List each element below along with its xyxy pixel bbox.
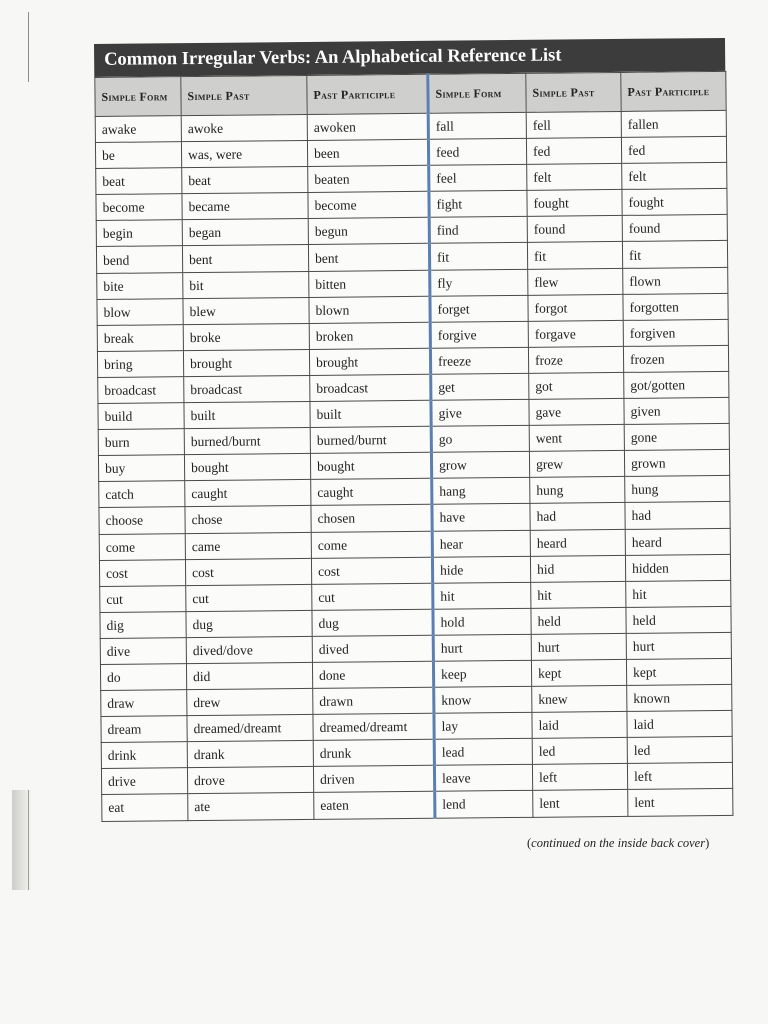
cell-simple-past-2: hurt — [531, 633, 626, 660]
cell-simple-form-2: feed — [428, 138, 526, 165]
cell-past-participle-2: hit — [626, 580, 731, 607]
cell-past-participle: come — [311, 531, 432, 558]
cell-simple-past-2: hid — [530, 555, 625, 582]
header-row — [95, 71, 726, 116]
cell-simple-past-2: froze — [528, 346, 623, 373]
cell-simple-past: cost — [185, 558, 311, 585]
cell-simple-past: caught — [185, 480, 311, 507]
scan-shadow — [12, 790, 32, 890]
cell-simple-form-2: go — [431, 425, 529, 452]
cell-simple-form-2: fight — [429, 191, 527, 218]
cell-simple-form: beat — [96, 168, 182, 195]
cell-past-participle: awoken — [307, 113, 428, 140]
cell-simple-form: dig — [100, 611, 186, 638]
verb-reference-sheet — [94, 38, 732, 822]
cell-simple-form-2: hear — [432, 530, 530, 557]
cell-past-participle: cost — [311, 557, 432, 584]
cell-simple-form-2: get — [431, 373, 529, 400]
continuation-note: (continued on the inside back cover) — [527, 836, 710, 850]
cell-simple-form: cut — [100, 585, 186, 612]
cell-past-participle: bitten — [309, 270, 430, 297]
cell-simple-form: eat — [102, 794, 188, 821]
cell-past-participle-2: left — [627, 763, 732, 790]
cell-simple-form: bring — [97, 350, 183, 377]
cell-simple-past: became — [182, 193, 308, 220]
cell-past-participle: drunk — [313, 740, 434, 767]
irregular-verbs-table — [94, 71, 733, 822]
cell-simple-form-2: hang — [432, 478, 530, 505]
cell-simple-past-2: laid — [532, 712, 627, 739]
cell-simple-form-2: find — [429, 217, 527, 244]
cell-simple-form: begin — [96, 220, 182, 247]
cell-past-participle: eaten — [314, 792, 435, 819]
cell-simple-past-2: forgave — [528, 320, 623, 347]
cell-simple-past-2: knew — [532, 685, 627, 712]
cell-simple-past: awoke — [181, 114, 307, 141]
cell-past-participle: been — [307, 139, 428, 166]
cell-past-participle: drawn — [313, 687, 434, 714]
cell-simple-form: bite — [97, 272, 183, 299]
cell-past-participle-2: felt — [622, 163, 727, 190]
cell-past-participle: cut — [312, 583, 433, 610]
cell-simple-form: draw — [101, 690, 187, 717]
cell-simple-past: broke — [183, 323, 309, 350]
cell-past-participle: blown — [309, 296, 430, 323]
cell-simple-past-2: went — [529, 425, 624, 452]
cell-past-participle-2: heard — [625, 528, 730, 555]
cell-past-participle-2: fought — [622, 189, 727, 216]
table-header — [95, 71, 726, 116]
cell-simple-past-2: heard — [530, 529, 625, 556]
cell-past-participle: dived — [312, 635, 433, 662]
cell-past-participle: bent — [308, 244, 429, 271]
cell-simple-form-2: know — [434, 686, 532, 713]
cell-past-participle: become — [308, 192, 429, 219]
cell-simple-form: do — [100, 664, 186, 691]
cell-simple-form-2: forgive — [430, 321, 528, 348]
cell-simple-form-2: grow — [431, 452, 529, 479]
table-body — [95, 110, 733, 821]
cell-simple-form: become — [96, 194, 182, 221]
cell-past-participle-2: hurt — [626, 632, 731, 659]
cell-simple-form: build — [98, 403, 184, 430]
header-simple-form-2: Simple Form — [428, 73, 526, 113]
cell-simple-form: break — [97, 324, 183, 351]
cell-simple-form-2: forget — [430, 295, 528, 322]
cell-past-participle: beaten — [308, 165, 429, 192]
cell-simple-form-2: hold — [433, 608, 531, 635]
cell-past-participle: built — [310, 400, 431, 427]
cell-past-participle-2: got/gotten — [624, 371, 729, 398]
cell-simple-past-2: hung — [530, 477, 625, 504]
cell-simple-past: brought — [183, 349, 309, 376]
cell-simple-past: dived/dove — [186, 636, 312, 663]
cell-simple-past: bought — [184, 454, 310, 481]
cell-simple-past-2: fit — [527, 242, 622, 269]
cell-simple-past-2: lent — [533, 790, 628, 817]
cell-simple-past: did — [186, 662, 312, 689]
header-simple-past-2: Simple Past — [526, 72, 621, 112]
cell-simple-form: come — [99, 533, 185, 560]
cell-simple-form: broadcast — [98, 377, 184, 404]
cell-simple-form-2: keep — [433, 660, 531, 687]
cell-simple-form-2: fit — [429, 243, 527, 270]
cell-simple-form-2: hit — [433, 582, 531, 609]
cell-simple-form: bend — [96, 246, 182, 273]
cell-simple-past: ate — [188, 793, 314, 820]
cell-simple-form-2: hurt — [433, 634, 531, 661]
cell-simple-past: dug — [186, 610, 312, 637]
cell-simple-past-2: gave — [529, 398, 624, 425]
cell-simple-form-2: fall — [428, 112, 526, 139]
cell-past-participle-2: hidden — [625, 554, 730, 581]
cell-simple-form: choose — [99, 507, 185, 534]
cell-simple-past: beat — [182, 167, 308, 194]
cell-simple-past: cut — [186, 584, 312, 611]
cell-simple-form-2: lend — [435, 791, 533, 818]
cell-past-participle: begun — [308, 218, 429, 245]
cell-simple-past-2: found — [527, 216, 622, 243]
cell-simple-past-2: led — [532, 738, 627, 765]
cell-past-participle-2: forgiven — [623, 319, 728, 346]
cell-past-participle: dreamed/dreamt — [313, 713, 434, 740]
cell-simple-form-2: lead — [434, 739, 532, 766]
cell-past-participle-2: fallen — [621, 110, 726, 137]
cell-past-participle: brought — [309, 348, 430, 375]
scan-binding-line — [28, 12, 29, 82]
cell-past-participle-2: fed — [621, 137, 726, 164]
cell-simple-past-2: kept — [531, 659, 626, 686]
cell-simple-form-2: lay — [434, 712, 532, 739]
cell-simple-past-2: felt — [527, 164, 622, 191]
cell-past-participle-2: grown — [624, 450, 729, 477]
header-simple-past: Simple Past — [181, 75, 307, 115]
cell-simple-past: burned/burnt — [184, 428, 310, 455]
cell-simple-past: drew — [187, 688, 313, 715]
cell-past-participle-2: known — [627, 684, 732, 711]
cell-simple-form: catch — [99, 481, 185, 508]
cell-past-participle-2: held — [626, 606, 731, 633]
cell-simple-past: broadcast — [184, 375, 310, 402]
cell-simple-form-2: fly — [430, 269, 528, 296]
cell-simple-form: cost — [99, 559, 185, 586]
cell-simple-past-2: had — [530, 503, 625, 530]
cell-simple-form: dream — [101, 716, 187, 743]
cell-past-participle-2: given — [624, 397, 729, 424]
cell-simple-form: be — [95, 142, 181, 169]
cell-simple-form-2: feel — [429, 165, 527, 192]
cell-past-participle-2: found — [622, 215, 727, 242]
cell-past-participle-2: kept — [626, 658, 731, 685]
cell-past-participle-2: hung — [625, 476, 730, 503]
cell-simple-past: came — [185, 532, 311, 559]
cell-simple-form: blow — [97, 298, 183, 325]
continuation-note-text: continued on the inside back cover — [531, 836, 706, 850]
cell-simple-past: drove — [187, 767, 313, 794]
cell-past-participle-2: gone — [624, 424, 729, 451]
header-past-participle-2: Past Participle — [621, 71, 726, 111]
cell-past-participle: bought — [310, 452, 431, 479]
cell-simple-form-2: freeze — [430, 347, 528, 374]
cell-simple-form: drink — [101, 742, 187, 769]
cell-simple-past: built — [184, 401, 310, 428]
cell-simple-past-2: got — [529, 372, 624, 399]
cell-past-participle: caught — [311, 479, 432, 506]
cell-simple-past: was, were — [181, 141, 307, 168]
cell-past-participle: driven — [313, 766, 434, 793]
header-past-participle: Past Participle — [307, 74, 428, 114]
cell-past-participle: broken — [309, 322, 430, 349]
cell-simple-past-2: held — [531, 607, 626, 634]
cell-simple-form: burn — [98, 429, 184, 456]
cell-simple-past-2: fought — [527, 190, 622, 217]
cell-simple-past: dreamed/dreamt — [187, 715, 313, 742]
cell-past-participle-2: laid — [627, 711, 732, 738]
cell-past-participle-2: frozen — [623, 345, 728, 372]
cell-simple-form-2: hide — [432, 556, 530, 583]
cell-past-participle-2: forgotten — [623, 293, 728, 320]
cell-simple-past-2: forgot — [528, 294, 623, 321]
cell-past-participle-2: fit — [622, 241, 727, 268]
cell-simple-form: awake — [95, 116, 181, 143]
cell-simple-past: began — [182, 219, 308, 246]
cell-simple-past-2: hit — [531, 581, 626, 608]
cell-simple-past: bit — [183, 271, 309, 298]
cell-simple-past: bent — [182, 245, 308, 272]
cell-past-participle-2: led — [627, 737, 732, 764]
cell-simple-form: drive — [101, 768, 187, 795]
cell-simple-form-2: leave — [434, 765, 532, 792]
header-simple-form: Simple Form — [95, 77, 181, 117]
cell-simple-past-2: left — [532, 764, 627, 791]
cell-simple-past-2: grew — [529, 451, 624, 478]
cell-simple-past: blew — [183, 297, 309, 324]
cell-simple-form: buy — [98, 455, 184, 482]
cell-simple-past-2: flew — [528, 268, 623, 295]
cell-past-participle: dug — [312, 609, 433, 636]
cell-past-participle: broadcast — [310, 374, 431, 401]
cell-past-participle: chosen — [311, 505, 432, 532]
cell-simple-form-2: give — [431, 399, 529, 426]
page-title: Common Irregular Verbs: An Alphabetical Reference List — [94, 38, 725, 77]
cell-simple-past-2: fell — [526, 111, 621, 138]
cell-past-participle-2: had — [625, 502, 730, 529]
cell-simple-past: chose — [185, 506, 311, 533]
cell-past-participle: done — [312, 661, 433, 688]
cell-simple-past: drank — [187, 741, 313, 768]
cell-past-participle-2: flown — [623, 267, 728, 294]
cell-simple-past-2: fed — [526, 138, 621, 165]
cell-past-participle-2: lent — [628, 789, 733, 816]
cell-past-participle: burned/burnt — [310, 426, 431, 453]
cell-simple-form: dive — [100, 638, 186, 665]
table-row — [102, 789, 733, 821]
cell-simple-form-2: have — [432, 504, 530, 531]
